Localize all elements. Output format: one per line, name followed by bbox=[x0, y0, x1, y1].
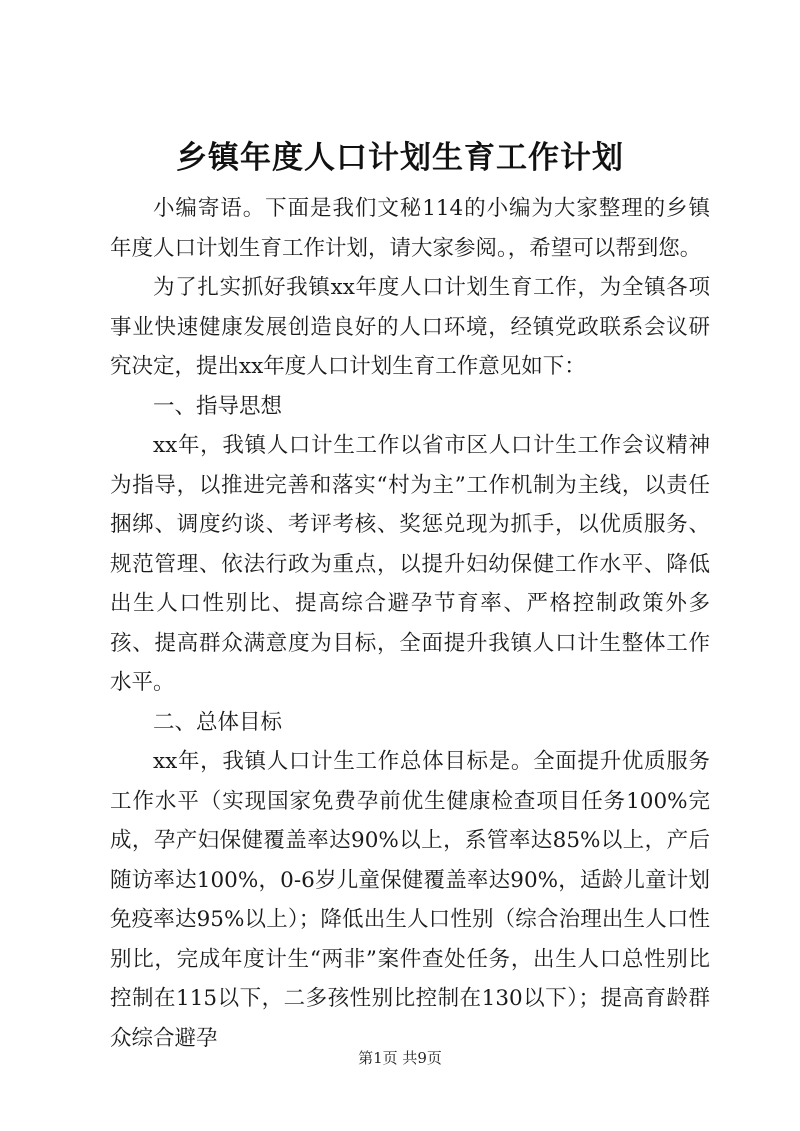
paragraph-guiding-thought: xx年，我镇人口计生工作以省市区人口计生工作会议精神为指导，以推进完善和落实“村为主”工作机制为主线，以责任捆绑、调度约谈、考评考核、奖惩兑现为抓手，以优质服务、规范管理、依法行政为重点，以提升妇幼保健工作水平、降低出生人口性别比、提高综合避孕节育率、严格控制政策外多孩、提高群众满意度为目标，全面提升我镇人口计生整体工作水平。 bbox=[110, 433, 710, 695]
paragraph-overall-goal: xx年，我镇人口计生工作总体目标是。全面提升优质服务工作水平（实现国家免费孕前优生健康检查项目任务100%完成，孕产妇保健覆盖率达90%以上，系管率达85%以上，产后随访率达100%，0-6岁儿童保健覆盖率达90%，适龄儿童计划免疫率达95%以上）；降低出生人口性别（综合治理出生人口性别比，完成年度计生“两非”案件查处任务，出生人口总性别比控制在115以下，二多孩性别比控制在130以下）；提高育龄群众综合避孕 bbox=[110, 749, 710, 1051]
paragraph-purpose: 为了扎实抓好我镇xx年度人口计划生育工作，为全镇各项事业快速健康发展创造良好的人口环境，经镇党政联系会议研究决定，提出xx年度人口计划生育工作意见如下： bbox=[110, 275, 710, 379]
paragraph-intro: 小编寄语。下面是我们文秘114的小编为大家整理的乡镇年度人口计划生育工作计划，请大家参阅。，希望可以帮到您。 bbox=[110, 196, 710, 261]
section-heading-overall-goal: 二、总体目标 bbox=[153, 709, 283, 735]
document-body bbox=[110, 189, 710, 1058]
page-footer: 第1页 共9页 bbox=[358, 1049, 442, 1067]
section-heading-guiding-thought: 一、指导思想 bbox=[153, 393, 283, 419]
page-title: 乡镇年度人口计划生育工作计划 bbox=[176, 140, 624, 176]
